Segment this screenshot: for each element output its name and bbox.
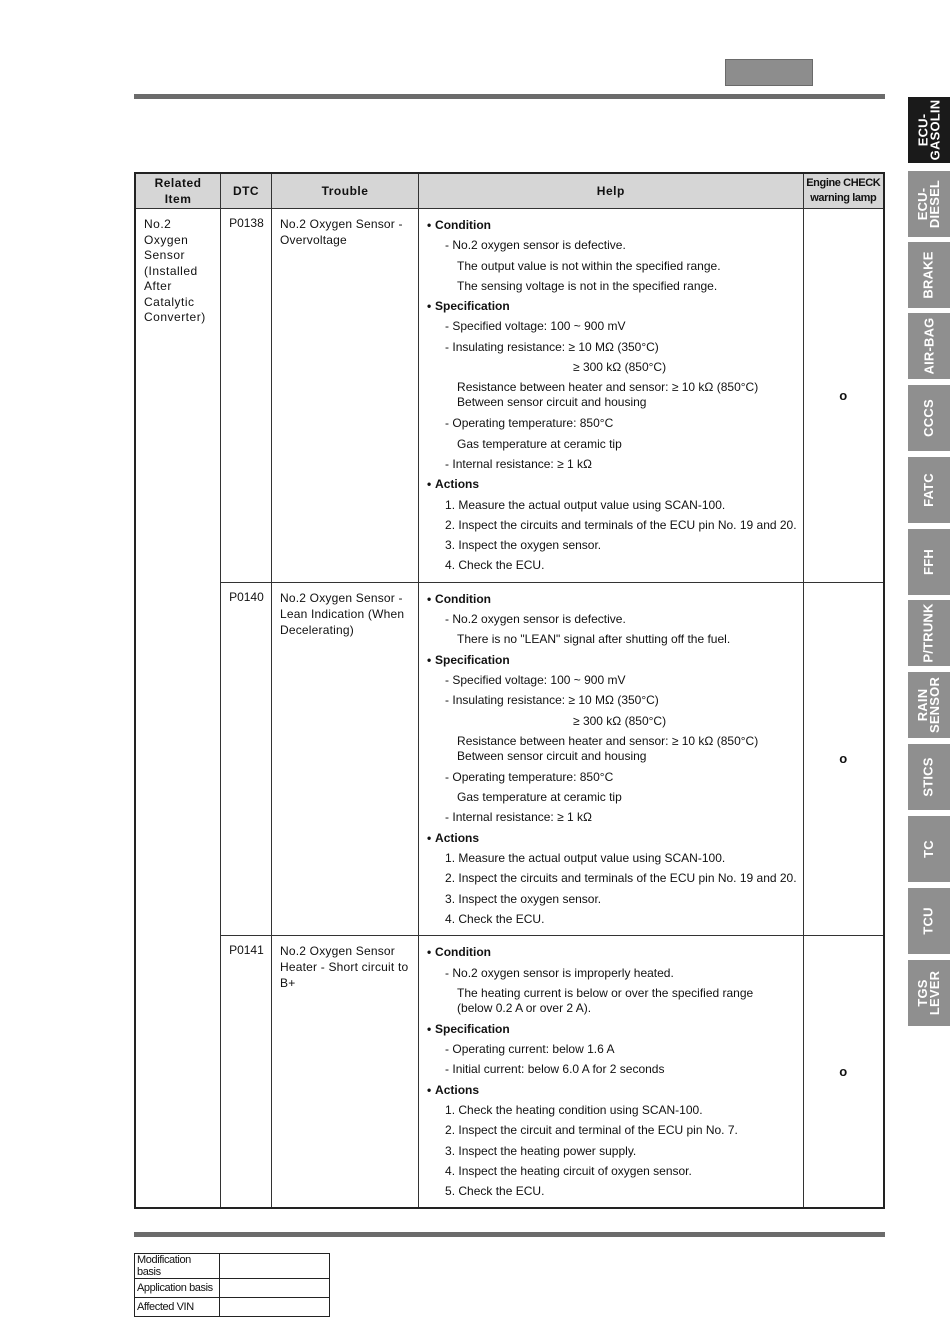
help-line: - Operating temperature: 850°C [445, 416, 614, 431]
side-tab-7[interactable] [908, 600, 950, 666]
help-line: - Insulating resistance: ≥ 10 MΩ (350°C) [445, 693, 659, 708]
revision-row [135, 1279, 330, 1298]
help-line: ≥ 300 kΩ (850°C) [573, 713, 667, 728]
engine-check-lamp-mark: o [803, 209, 884, 583]
help-line: 5. Check the ECU. [445, 1184, 545, 1199]
help-section-title: Condition [435, 218, 492, 232]
side-tab-9[interactable] [908, 744, 950, 810]
help-section-title: Actions [435, 830, 480, 845]
dtc-code: P0138 [221, 209, 272, 583]
help-line: Resistance between heater and sensor: ≥ 10 kΩ (850°C) Between sensor circuit and housing [457, 733, 759, 763]
help-line: - Operating current: below 1.6 A [445, 1042, 615, 1057]
help-section-heading [427, 589, 797, 609]
help-line: Gas temperature at ceramic tip [457, 436, 622, 451]
help-section-heading [427, 1080, 797, 1100]
help-section-heading [427, 828, 797, 848]
help-line: The output value is not within the specified range. [457, 258, 721, 273]
help-line: - Internal resistance: ≥ 1 kΩ [445, 456, 592, 471]
header-dtc: DTC [221, 173, 272, 209]
header-help: Help [419, 173, 804, 209]
help-line: 4. Check the ECU. [445, 558, 545, 573]
help-line: - Operating temperature: 850°C [445, 769, 614, 784]
side-tab-label: AIR-BAG [921, 317, 937, 375]
header-gray-box [725, 59, 813, 86]
header-engine-check-lamp: Engine CHECK warning lamp [803, 173, 884, 209]
bullet-icon: • [427, 830, 432, 845]
help-line: - Insulating resistance: ≥ 10 MΩ (350°C) [445, 339, 659, 354]
bottom-rule [134, 1232, 885, 1237]
trouble-description: No.2 Oxygen Sensor - Lean Indication (When Decelerating) [271, 582, 418, 935]
side-tab-0[interactable] [908, 97, 950, 163]
help-section-heading [427, 650, 797, 670]
table-row [135, 209, 884, 583]
help-section-heading [427, 474, 797, 494]
table-header-row [135, 173, 884, 209]
dtc-code: P0141 [221, 936, 272, 1209]
table-row [135, 936, 884, 1209]
side-tab-11[interactable] [908, 888, 950, 954]
side-tab-label: TCU [920, 907, 936, 935]
side-tab-1[interactable] [908, 171, 950, 237]
help-line: 3. Inspect the oxygen sensor. [445, 538, 602, 553]
help-section-title: Specification [435, 299, 510, 314]
help-line: Gas temperature at ceramic tip [457, 790, 622, 805]
help-line: Resistance between heater and sensor: ≥ 10 kΩ (850°C) Between sensor circuit and housing [457, 380, 759, 410]
help-cell [419, 582, 804, 935]
help-section-heading [427, 942, 797, 962]
help-line: - Specified voltage: 100 ~ 900 mV [445, 672, 626, 687]
application-basis-label: Application basis [135, 1279, 220, 1298]
revision-row [135, 1298, 330, 1317]
help-section-heading [427, 215, 797, 235]
help-line: The sensing voltage is not in the specified range. [457, 278, 718, 293]
help-section-title: Specification [435, 1021, 510, 1036]
trouble-description: No.2 Oxygen Sensor - Overvoltage [271, 209, 418, 583]
side-tab-label: ECU- DIESEL [915, 179, 942, 229]
side-tab-8[interactable] [908, 672, 950, 738]
help-section-title: Condition [435, 591, 492, 606]
side-tab-label: BRAKE [921, 251, 937, 299]
bullet-icon: • [427, 299, 432, 314]
side-tab-3[interactable] [908, 313, 950, 379]
bullet-icon: • [427, 218, 432, 232]
help-section-title: Actions [435, 1082, 480, 1097]
top-rule [134, 94, 885, 99]
help-section-title: Actions [435, 477, 480, 492]
help-line: - Internal resistance: ≥ 1 kΩ [445, 810, 592, 825]
side-tab-label: STICS [920, 757, 936, 797]
help-line: 3. Inspect the oxygen sensor. [445, 891, 602, 906]
help-line: ≥ 300 kΩ (850°C) [573, 360, 667, 375]
table-row [135, 582, 884, 935]
help-line: 2. Inspect the circuits and terminals of the ECU pin No. 19 and 20. [445, 871, 797, 886]
side-tab-10[interactable] [908, 816, 950, 882]
related-item-text: No.2 Oxygen Sensor (Installed After Catalytic Converter) [144, 217, 206, 324]
help-line: - Specified voltage: 100 ~ 900 mV [445, 319, 626, 334]
help-line: 2. Inspect the circuit and terminal of the ECU pin No. 7. [445, 1123, 738, 1138]
help-line: 2. Inspect the circuits and terminals of the ECU pin No. 19 and 20. [445, 517, 797, 532]
help-line: - Initial current: below 6.0 A for 2 seconds [445, 1062, 665, 1077]
help-line: 4. Inspect the heating circuit of oxygen sensor. [445, 1163, 692, 1178]
dtc-code: P0140 [221, 582, 272, 935]
bullet-icon: • [427, 1082, 432, 1097]
header-related-item: Related Item [135, 173, 221, 209]
help-line: 3. Inspect the heating power supply. [445, 1143, 637, 1158]
help-line: - No.2 oxygen sensor is improperly heated. [445, 965, 674, 980]
side-tab-label: FATC [921, 473, 936, 507]
application-basis-value [220, 1279, 330, 1298]
trouble-description: No.2 Oxygen Sensor Heater - Short circuit to B+ [271, 936, 418, 1209]
help-line: - No.2 oxygen sensor is defective. [445, 238, 626, 253]
dtc-table [134, 172, 885, 1209]
side-tab-6[interactable] [908, 529, 950, 595]
help-line: 1. Check the heating condition using SCAN-100. [445, 1102, 703, 1117]
side-tab-label: FFH [921, 549, 936, 575]
bullet-icon: • [427, 652, 432, 667]
side-tab-label: TC [920, 840, 936, 858]
related-item-cell [135, 209, 221, 1209]
header-trouble: Trouble [271, 173, 418, 209]
modification-basis-value [220, 1254, 330, 1279]
side-tab-label: TGS LEVER [915, 970, 942, 1016]
help-section-title: Condition [435, 945, 492, 960]
revision-table [134, 1253, 330, 1317]
help-line: - No.2 oxygen sensor is defective. [445, 612, 626, 627]
bullet-icon: • [427, 591, 432, 606]
help-section-title: Specification [435, 652, 510, 667]
side-tab-12[interactable] [908, 960, 950, 1026]
side-tab-2[interactable] [908, 242, 950, 308]
bullet-icon: • [427, 477, 432, 492]
side-tab-label: CCCS [920, 399, 936, 437]
side-tab-label: ECU- GASOLIN [915, 99, 942, 161]
side-tab-4[interactable] [908, 385, 950, 451]
revision-row [135, 1254, 330, 1279]
help-line: The heating current is below or over the specified range (below 0.2 A or over 2 A). [457, 985, 754, 1015]
side-tab-label: RAIN SENSOR [915, 676, 943, 734]
bullet-icon: • [427, 945, 432, 960]
help-cell [419, 209, 804, 583]
side-tab-label: P/TRUNK [921, 603, 936, 663]
affected-vin-value [220, 1298, 330, 1317]
affected-vin-label: Affected VIN [135, 1298, 220, 1317]
engine-check-lamp-mark: o [803, 582, 884, 935]
help-line: There is no "LEAN" signal after shutting off the fuel. [457, 632, 731, 647]
side-tab-5[interactable] [908, 457, 950, 523]
help-section-heading [427, 1019, 797, 1039]
help-line: 4. Check the ECU. [445, 911, 545, 926]
help-section-heading [427, 296, 797, 316]
help-line: 1. Measure the actual output value using SCAN-100. [445, 497, 726, 512]
engine-check-lamp-mark: o [803, 936, 884, 1209]
modification-basis-label: Modification basis [135, 1254, 220, 1279]
help-line: 1. Measure the actual output value using SCAN-100. [445, 851, 726, 866]
bullet-icon: • [427, 1021, 432, 1036]
help-cell [419, 936, 804, 1209]
